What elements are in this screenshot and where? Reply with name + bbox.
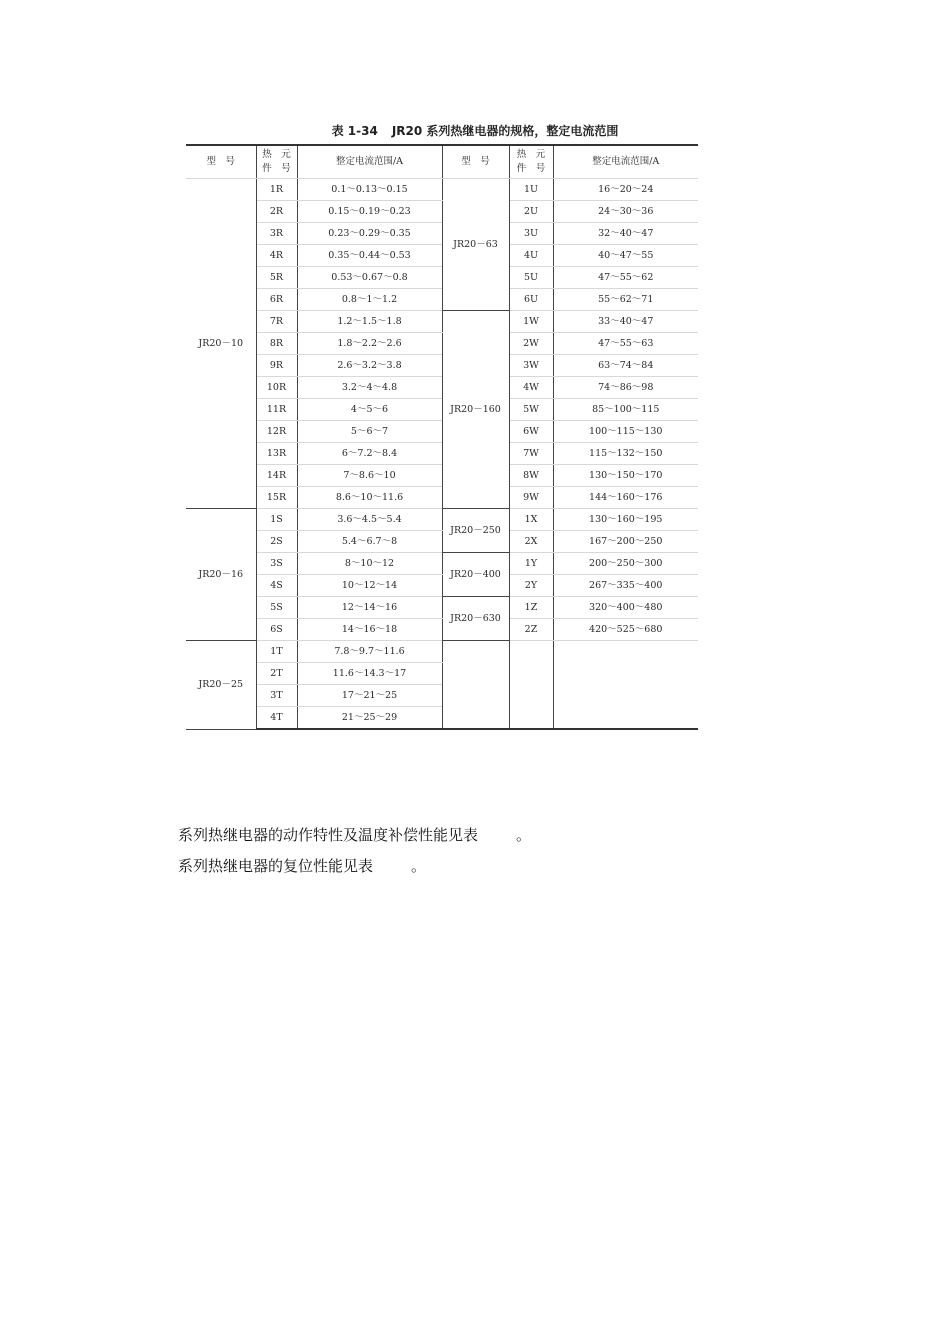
element-cell: 3U xyxy=(509,223,553,245)
empty-range-cell xyxy=(553,641,698,730)
element-cell: 1Z xyxy=(509,597,553,619)
paragraph-text: 系列热继电器的动作特性及温度补偿性能见表 xyxy=(178,826,479,844)
model-cell: JR20－250 xyxy=(442,509,509,553)
element-cell: 7R xyxy=(256,311,297,333)
range-cell: 0.23～0.29～0.35 xyxy=(297,223,442,245)
range-cell: 0.1～0.13～0.15 xyxy=(297,179,442,201)
range-cell: 63～74～84 xyxy=(553,355,698,377)
element-cell: 4R xyxy=(256,245,297,267)
range-cell: 47～55～62 xyxy=(553,267,698,289)
range-cell: 167～200～250 xyxy=(553,531,698,553)
range-cell: 100～115～130 xyxy=(553,421,698,443)
element-cell: 9W xyxy=(509,487,553,509)
element-cell: 1R xyxy=(256,179,297,201)
range-cell: 2.6～3.2～3.8 xyxy=(297,355,442,377)
element-cell: 2R xyxy=(256,201,297,223)
element-cell: 4W xyxy=(509,377,553,399)
range-cell: 47～55～63 xyxy=(553,333,698,355)
range-cell: 74～86～98 xyxy=(553,377,698,399)
paragraph-reset-performance xyxy=(178,855,426,876)
range-cell: 8.6～10～11.6 xyxy=(297,487,442,509)
table-row xyxy=(186,597,698,619)
table-row xyxy=(186,641,698,663)
range-cell: 130～160～195 xyxy=(553,509,698,531)
element-cell: 3W xyxy=(509,355,553,377)
range-cell: 33～40～47 xyxy=(553,311,698,333)
range-cell: 16～20～24 xyxy=(553,179,698,201)
element-cell: 8R xyxy=(256,333,297,355)
element-cell: 1X xyxy=(509,509,553,531)
element-cell: 2Y xyxy=(509,575,553,597)
header-element: 热 元 件 号 xyxy=(256,145,297,179)
element-cell: 6U xyxy=(509,289,553,311)
table-row xyxy=(186,311,698,333)
table-row xyxy=(186,179,698,201)
model-cell: JR20－25 xyxy=(186,641,256,730)
range-cell: 4～5～6 xyxy=(297,399,442,421)
model-cell: JR20－400 xyxy=(442,553,509,597)
element-cell: 14R xyxy=(256,465,297,487)
model-cell: JR20－10 xyxy=(186,179,256,509)
element-cell: 2X xyxy=(509,531,553,553)
table-caption: JR20 系列热继电器的规格，整定电流范围 xyxy=(391,124,619,138)
range-cell: 12～14～16 xyxy=(297,597,442,619)
model-cell: JR20－160 xyxy=(442,311,509,509)
paragraph-action-characteristics xyxy=(178,824,531,845)
element-cell: 2U xyxy=(509,201,553,223)
element-cell: 3T xyxy=(256,685,297,707)
range-cell: 130～150～170 xyxy=(553,465,698,487)
range-cell: 0.8～1～1.2 xyxy=(297,289,442,311)
range-cell: 200～250～300 xyxy=(553,553,698,575)
model-cell: JR20－63 xyxy=(442,179,509,311)
element-cell: 1U xyxy=(509,179,553,201)
empty-model-cell xyxy=(442,641,509,730)
element-cell: 7W xyxy=(509,443,553,465)
paragraph-period: 。 xyxy=(411,857,427,875)
range-cell: 3.6～4.5～5.4 xyxy=(297,509,442,531)
range-cell: 85～100～115 xyxy=(553,399,698,421)
element-cell: 1W xyxy=(509,311,553,333)
range-cell: 3.2～4～4.8 xyxy=(297,377,442,399)
range-cell: 55～62～71 xyxy=(553,289,698,311)
element-cell: 3R xyxy=(256,223,297,245)
model-cell: JR20－630 xyxy=(442,597,509,641)
element-cell: 4S xyxy=(256,575,297,597)
element-cell: 4T xyxy=(256,707,297,730)
range-cell: 7.8～9.7～11.6 xyxy=(297,641,442,663)
paragraph-period: 。 xyxy=(516,826,532,844)
element-cell: 6S xyxy=(256,619,297,641)
spec-table xyxy=(186,144,698,730)
range-cell: 115～132～150 xyxy=(553,443,698,465)
element-cell: 4U xyxy=(509,245,553,267)
header-range-right: 整定电流范围/A xyxy=(553,145,698,179)
range-cell: 7～8.6～10 xyxy=(297,465,442,487)
range-cell: 420～525～680 xyxy=(553,619,698,641)
range-cell: 1.8～2.2～2.6 xyxy=(297,333,442,355)
range-cell: 0.53～0.67～0.8 xyxy=(297,267,442,289)
element-cell: 13R xyxy=(256,443,297,465)
table-row xyxy=(186,509,698,531)
table-title xyxy=(0,122,950,139)
range-cell: 40～47～55 xyxy=(553,245,698,267)
range-cell: 10～12～14 xyxy=(297,575,442,597)
element-cell: 11R xyxy=(256,399,297,421)
header-model-right: 型 号 xyxy=(442,145,509,179)
table-row xyxy=(186,553,698,575)
header-element-right: 热 元 件 号 xyxy=(509,145,553,179)
range-cell: 267～335～400 xyxy=(553,575,698,597)
range-cell: 144～160～176 xyxy=(553,487,698,509)
element-cell: 5R xyxy=(256,267,297,289)
element-cell: 10R xyxy=(256,377,297,399)
header-range: 整定电流范围/A xyxy=(297,145,442,179)
range-cell: 17～21～25 xyxy=(297,685,442,707)
range-cell: 6～7.2～8.4 xyxy=(297,443,442,465)
paragraph-text: 系列热继电器的复位性能见表 xyxy=(178,857,374,875)
empty-element-cell xyxy=(509,641,553,730)
element-cell: 2S xyxy=(256,531,297,553)
range-cell: 5.4～6.7～8 xyxy=(297,531,442,553)
element-cell: 5W xyxy=(509,399,553,421)
header-row xyxy=(186,145,698,179)
range-cell: 1.2～1.5～1.8 xyxy=(297,311,442,333)
header-model: 型 号 xyxy=(186,145,256,179)
range-cell: 5～6～7 xyxy=(297,421,442,443)
table-number: 表 1-34 xyxy=(331,124,378,138)
range-cell: 8～10～12 xyxy=(297,553,442,575)
element-cell: 6R xyxy=(256,289,297,311)
model-cell: JR20－16 xyxy=(186,509,256,641)
range-cell: 21～25～29 xyxy=(297,707,442,730)
range-cell: 0.15～0.19～0.23 xyxy=(297,201,442,223)
element-cell: 1Y xyxy=(509,553,553,575)
element-cell: 8W xyxy=(509,465,553,487)
element-cell: 9R xyxy=(256,355,297,377)
element-cell: 3S xyxy=(256,553,297,575)
element-cell: 2W xyxy=(509,333,553,355)
element-cell: 1S xyxy=(256,509,297,531)
range-cell: 320～400～480 xyxy=(553,597,698,619)
range-cell: 14～16～18 xyxy=(297,619,442,641)
element-cell: 5S xyxy=(256,597,297,619)
element-cell: 2Z xyxy=(509,619,553,641)
element-cell: 15R xyxy=(256,487,297,509)
range-cell: 24～30～36 xyxy=(553,201,698,223)
element-cell: 5U xyxy=(509,267,553,289)
element-cell: 6W xyxy=(509,421,553,443)
element-cell: 2T xyxy=(256,663,297,685)
element-cell: 1T xyxy=(256,641,297,663)
range-cell: 11.6～14.3～17 xyxy=(297,663,442,685)
range-cell: 0.35～0.44～0.53 xyxy=(297,245,442,267)
element-cell: 12R xyxy=(256,421,297,443)
range-cell: 32～40～47 xyxy=(553,223,698,245)
